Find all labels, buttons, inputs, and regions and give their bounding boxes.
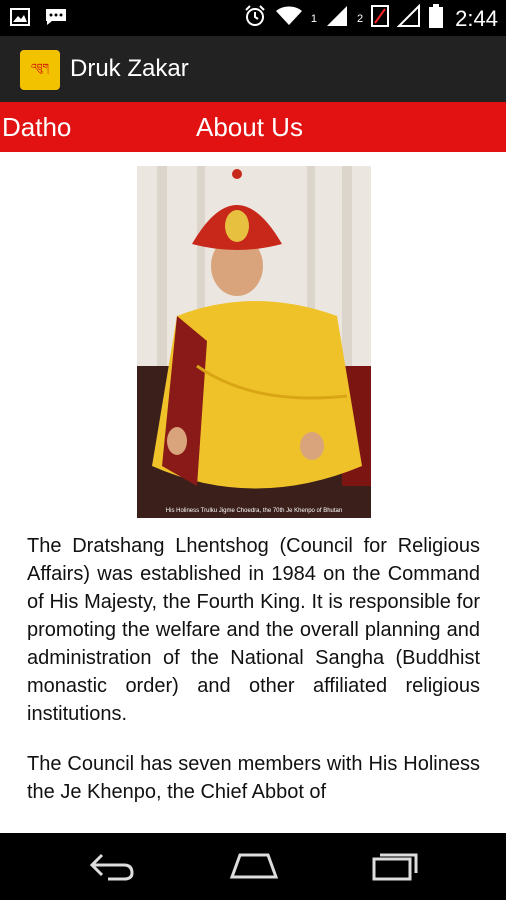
action-bar [0, 36, 506, 102]
je-khenpo-photo [137, 166, 371, 518]
message-icon [44, 7, 68, 32]
signal-icon [325, 4, 349, 33]
no-sim-icon [371, 5, 389, 32]
app-logo[interactable] [20, 50, 60, 90]
wifi-icon [275, 5, 303, 32]
about-us-article [27, 532, 480, 828]
article-paragraph-1: The Dratshang Lhentshog (Council for Religious Affairs) was established in 1984 on the Command of His Majesty, the Fourth King. It is responsible for promoting the welfare and the overall planning and administration of the National Sangha (Buddhist monastic order) and other affiliated religious institutions. [27, 535, 480, 725]
sim-1-label: 1 [310, 12, 318, 25]
home-icon[interactable] [228, 851, 280, 886]
recents-icon[interactable] [370, 851, 418, 886]
navigation-bar [0, 833, 506, 900]
photo-caption: His Holiness Trulku Jigme Choedra, the 70th Je Khenpo of Bhutan [165, 508, 343, 514]
app-title: Druk Zakar [70, 55, 189, 82]
status-bar [0, 0, 506, 36]
image-icon [10, 8, 30, 31]
article-paragraph-2: The Council has seven members with His Holiness the Je Khenpo, the Chief Abbot of [27, 753, 480, 803]
signal-empty-icon [397, 4, 421, 33]
clock-time: 2:44 [455, 5, 498, 31]
tab-datho[interactable]: Datho [2, 112, 72, 142]
content-scroll[interactable] [0, 152, 506, 833]
app-logo-text: འབྲུག [31, 61, 49, 72]
sim-2-label: 2 [357, 12, 364, 25]
battery-icon [429, 4, 443, 33]
back-icon[interactable] [88, 851, 136, 886]
tab-bar [0, 102, 506, 152]
tab-about-us[interactable]: About Us [196, 112, 303, 142]
je-khenpo-illustration [137, 166, 371, 518]
alarm-icon [243, 4, 267, 33]
